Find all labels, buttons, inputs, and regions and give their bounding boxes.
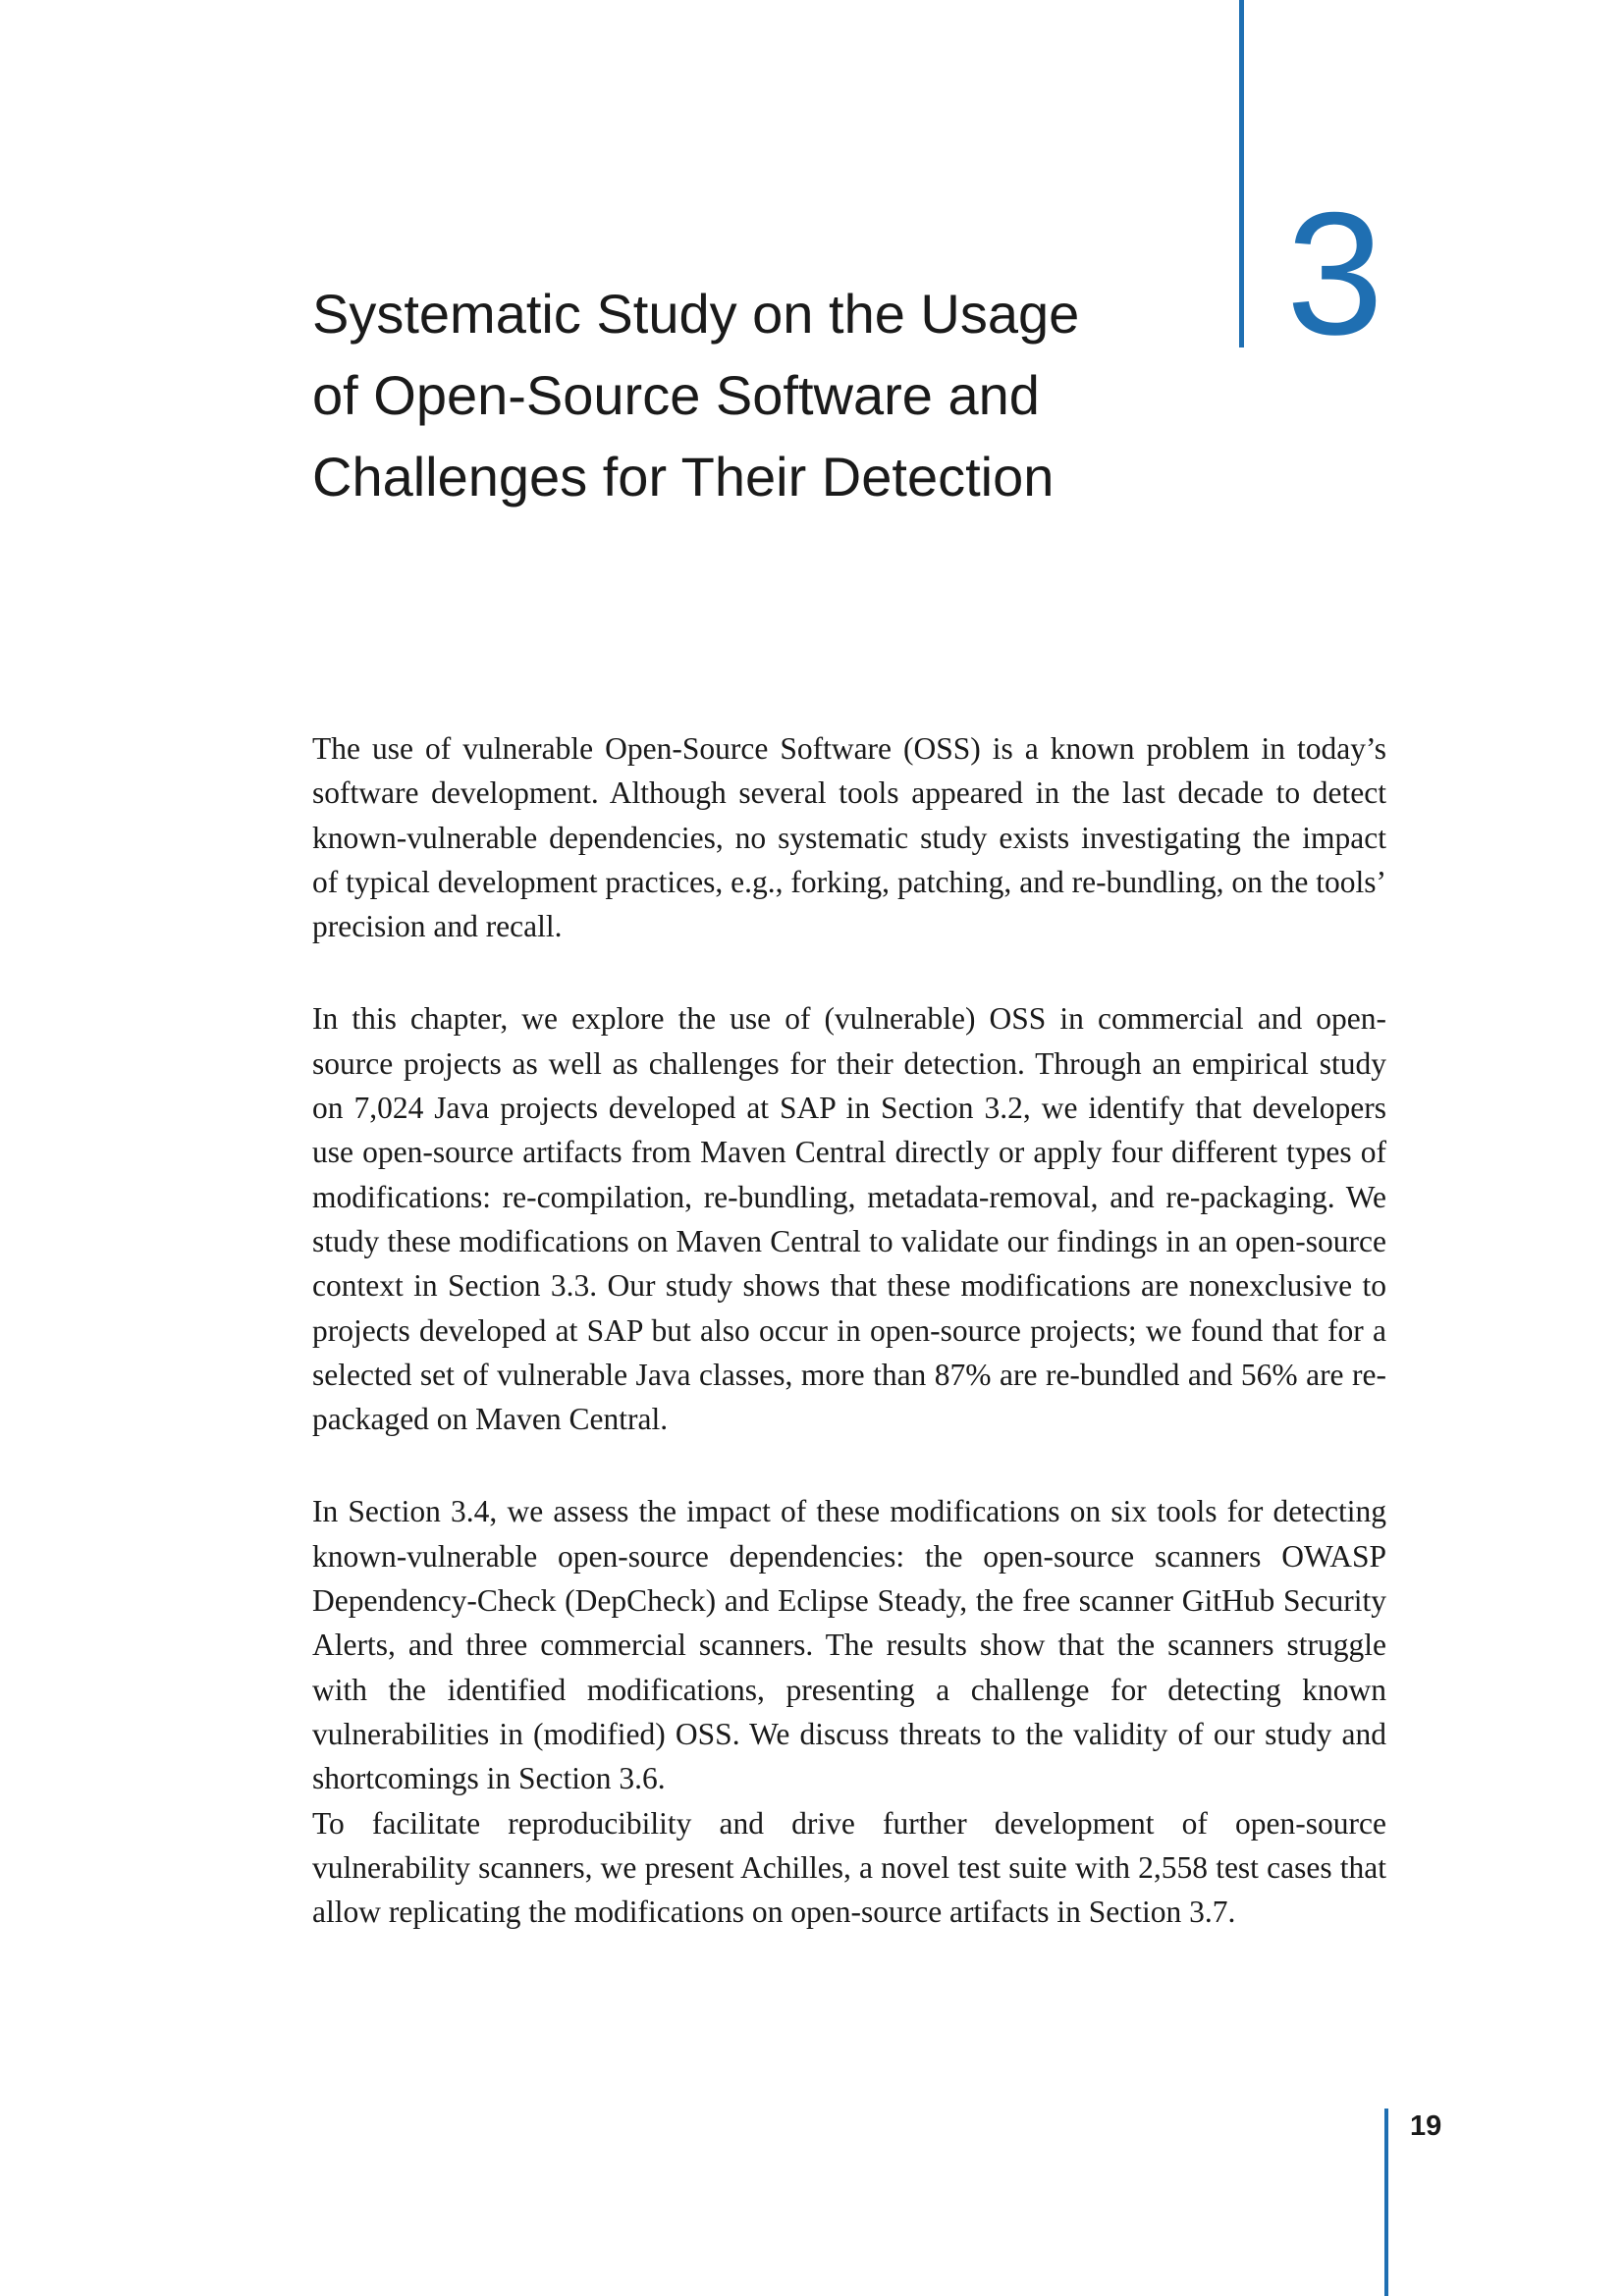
paragraph-tool-assessment: In Section 3.4, we assess the impact of these modifications on six tools for detecting known-vulnerable open-source dependencies: the open-source scanners OWASP Dependency-Check (DepCheck) and Eclipse Steady, the free scanner GitHub Security Alerts, and three commercial scanners. The results show that the scanners struggle with the identified modifications, presenting a challenge for detecting known vulnerabilities in (modified) OSS. We discuss threats to the validity of our study and shortcomings in Section 3.6. [312, 1494, 1386, 1796]
page-number: 19 [1410, 2110, 1442, 2142]
chapter-title: Systematic Study on the Usage of Open-Source Software and Challenges for Their Detection [312, 283, 1080, 507]
paragraph-test-suite: To facilitate reproducibility and drive further development of open-source vulnerability scanners, we present Achilles, a novel test suite with 2,558 test cases that allow replicating the modifications on open-source artifacts in Section 3.7. [312, 1805, 1386, 1930]
chapter-number: 3 [1286, 176, 1383, 371]
paragraph-intro: The use of vulnerable Open-Source Software (OSS) is a known problem in today’s software development. Although several tools appeared in the last decade to detect known-vulnerable dependencies, no systematic study exists investigating the impact of typical development practices, e.g., forking, patching, and re-bundling, on the tools’ precision and recall. [312, 731, 1386, 944]
chapter-body [312, 726, 1386, 1934]
paragraph-chapter-overview: In this chapter, we explore the use of (vulnerable) OSS in commercial and open-source projects as well as challenges for their detection. Through an empirical study on 7,024 Java projects developed at SAP in Section 3.2, we identify that developers use open-source artifacts from Maven Central directly or apply four different types of modifications: re-compilation, re-bundling, metadata-removal, and re-packaging. We study these modifications on Maven Central to validate our findings in an open-source context in Section 3.3. Our study shows that these modifications are nonexclusive to projects developed at SAP but also occur in open-source projects; we found that for a selected set of vulnerable Java classes, more than 87% are re-bundled and 56% are re-packaged on Maven Central. [312, 1001, 1386, 1437]
chapter-vertical-rule [1239, 0, 1244, 347]
page-number-rule [1384, 2109, 1388, 2296]
